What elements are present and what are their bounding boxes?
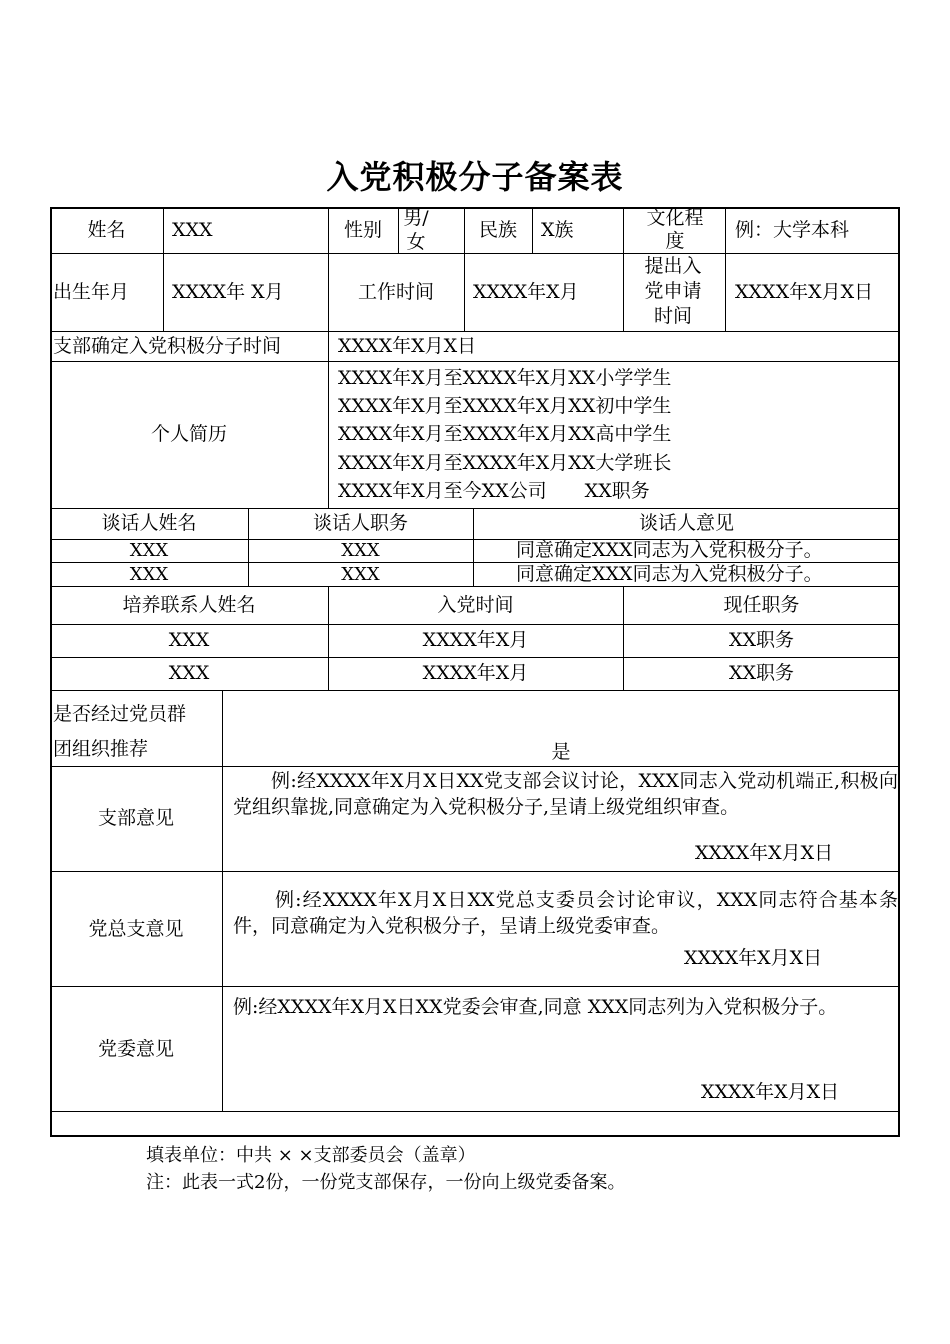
work-value: XXXX年X月 [473, 281, 579, 303]
row-divider [50, 1111, 900, 1112]
mentor-name: XXX [168, 662, 210, 684]
ethnicity-label: 民族 [478, 219, 517, 241]
mentor-header-name: 培养联系人姓名 [122, 594, 256, 616]
col-divider [328, 331, 329, 508]
committee-opinion-text: 例:经XXXX年X月X日XX党委会审查,同意 XXX同志列为入党积极分子。 [233, 996, 838, 1018]
committee-opinion-date: XXXX年X月X日 [701, 1081, 840, 1103]
mentor-name: XXX [168, 629, 210, 651]
form-title: 入党积极分子备案表 [326, 158, 624, 196]
row-divider [50, 586, 900, 587]
name-value: XXX [172, 219, 213, 241]
recommend-label-line2: 团组织推荐 [53, 738, 149, 760]
general-branch-opinion-text: 例:经XXXX年X月X日XX党总支委员会讨论审议，XXX同志符合基本条件，同意确定为入党积极分子，呈请上级党委审查。 [233, 889, 898, 937]
row-divider [50, 361, 900, 362]
name-label: 姓名 [87, 219, 126, 241]
apply-label: 提出入党申请时间 [644, 255, 702, 327]
row-divider [50, 766, 900, 767]
resume-line: XXXX年X月至XXXX年X月XX高中学生 [338, 423, 672, 445]
birth-value: XXXX年 X月 [172, 281, 284, 303]
branch-opinion-label: 支部意见 [97, 807, 174, 829]
general-branch-opinion-label: 党总支意见 [88, 918, 184, 940]
col-divider [623, 208, 624, 253]
education-value: 例：大学本科 [735, 219, 850, 241]
general-branch-opinion-date: XXXX年X月X日 [684, 947, 823, 969]
col-divider [725, 208, 726, 331]
interview-name: XXX [129, 540, 169, 561]
resume-line: XXXX年X月至今XX公司 XX职务 [338, 480, 650, 502]
col-divider [163, 253, 164, 331]
recommend-value: 是 [551, 741, 571, 763]
col-divider [532, 208, 533, 253]
row-divider [50, 331, 900, 332]
interview-header-title: 谈话人职务 [312, 512, 408, 534]
col-divider [163, 208, 164, 253]
row-divider [50, 624, 900, 625]
resume-line: XXXX年X月至XXXX年X月XX小学学生 [338, 367, 672, 389]
interview-opinion: 同意确定XXX同志为入党积极分子。 [516, 539, 823, 561]
row-divider [50, 690, 900, 691]
education-label: 文化程度 [646, 207, 704, 252]
mentor-join-date: XXXX年X月 [422, 662, 529, 684]
birth-label: 出生年月 [53, 281, 130, 303]
apply-value: XXXX年X月X日 [735, 281, 874, 303]
branch-opinion-text: 例:经XXXX年X月X日XX党支部会议讨论，XXX同志入党动机端正,积极向党组织靠拢,同意确定为入党积极分子,呈请上级党组织审查。 [233, 770, 898, 818]
confirm-value: XXXX年X月X日 [338, 335, 477, 357]
resume-line: XXXX年X月至XXXX年X月XX大学班长 [338, 452, 672, 474]
branch-opinion-date: XXXX年X月X日 [695, 842, 834, 864]
row-divider [50, 253, 900, 254]
row-divider [50, 657, 900, 658]
resume-label: 个人简历 [150, 423, 227, 445]
gender-label: 性别 [343, 219, 382, 241]
row-divider [50, 508, 900, 509]
mentor-header-join-date: 入党时间 [437, 594, 514, 616]
interview-name: XXX [129, 564, 169, 585]
interview-opinion: 同意确定XXX同志为入党积极分子。 [516, 563, 823, 585]
interview-title: XXX [341, 540, 380, 561]
confirm-label: 支部确定入党积极分子时间 [53, 335, 282, 357]
row-divider [50, 871, 900, 872]
resume-line: XXXX年X月至XXXX年X月XX初中学生 [338, 395, 672, 417]
mentor-position: XX职务 [728, 662, 795, 684]
recommend-label-line1: 是否经过党员群 [53, 703, 187, 725]
row-divider [50, 986, 900, 987]
work-label: 工作时间 [357, 281, 434, 303]
col-divider [398, 208, 399, 253]
ethnicity-value: X族 [541, 219, 574, 241]
gender-value: 男/女 [403, 207, 429, 253]
committee-opinion-label: 党委意见 [97, 1038, 174, 1060]
col-divider [623, 253, 624, 331]
interview-header-opinion: 谈话人意见 [638, 512, 734, 534]
mentor-header-position: 现任职务 [723, 594, 800, 616]
interview-header-name: 谈话人姓名 [101, 512, 197, 534]
interview-title: XXX [341, 564, 380, 585]
mentor-position: XX职务 [728, 629, 795, 651]
filling-unit: 填表单位：中共 × ×支部委员会（盖章） [146, 1145, 476, 1166]
form-note: 注：此表一式2份，一份党支部保存，一份向上级党委备案。 [146, 1172, 626, 1193]
mentor-join-date: XXXX年X月 [422, 629, 529, 651]
